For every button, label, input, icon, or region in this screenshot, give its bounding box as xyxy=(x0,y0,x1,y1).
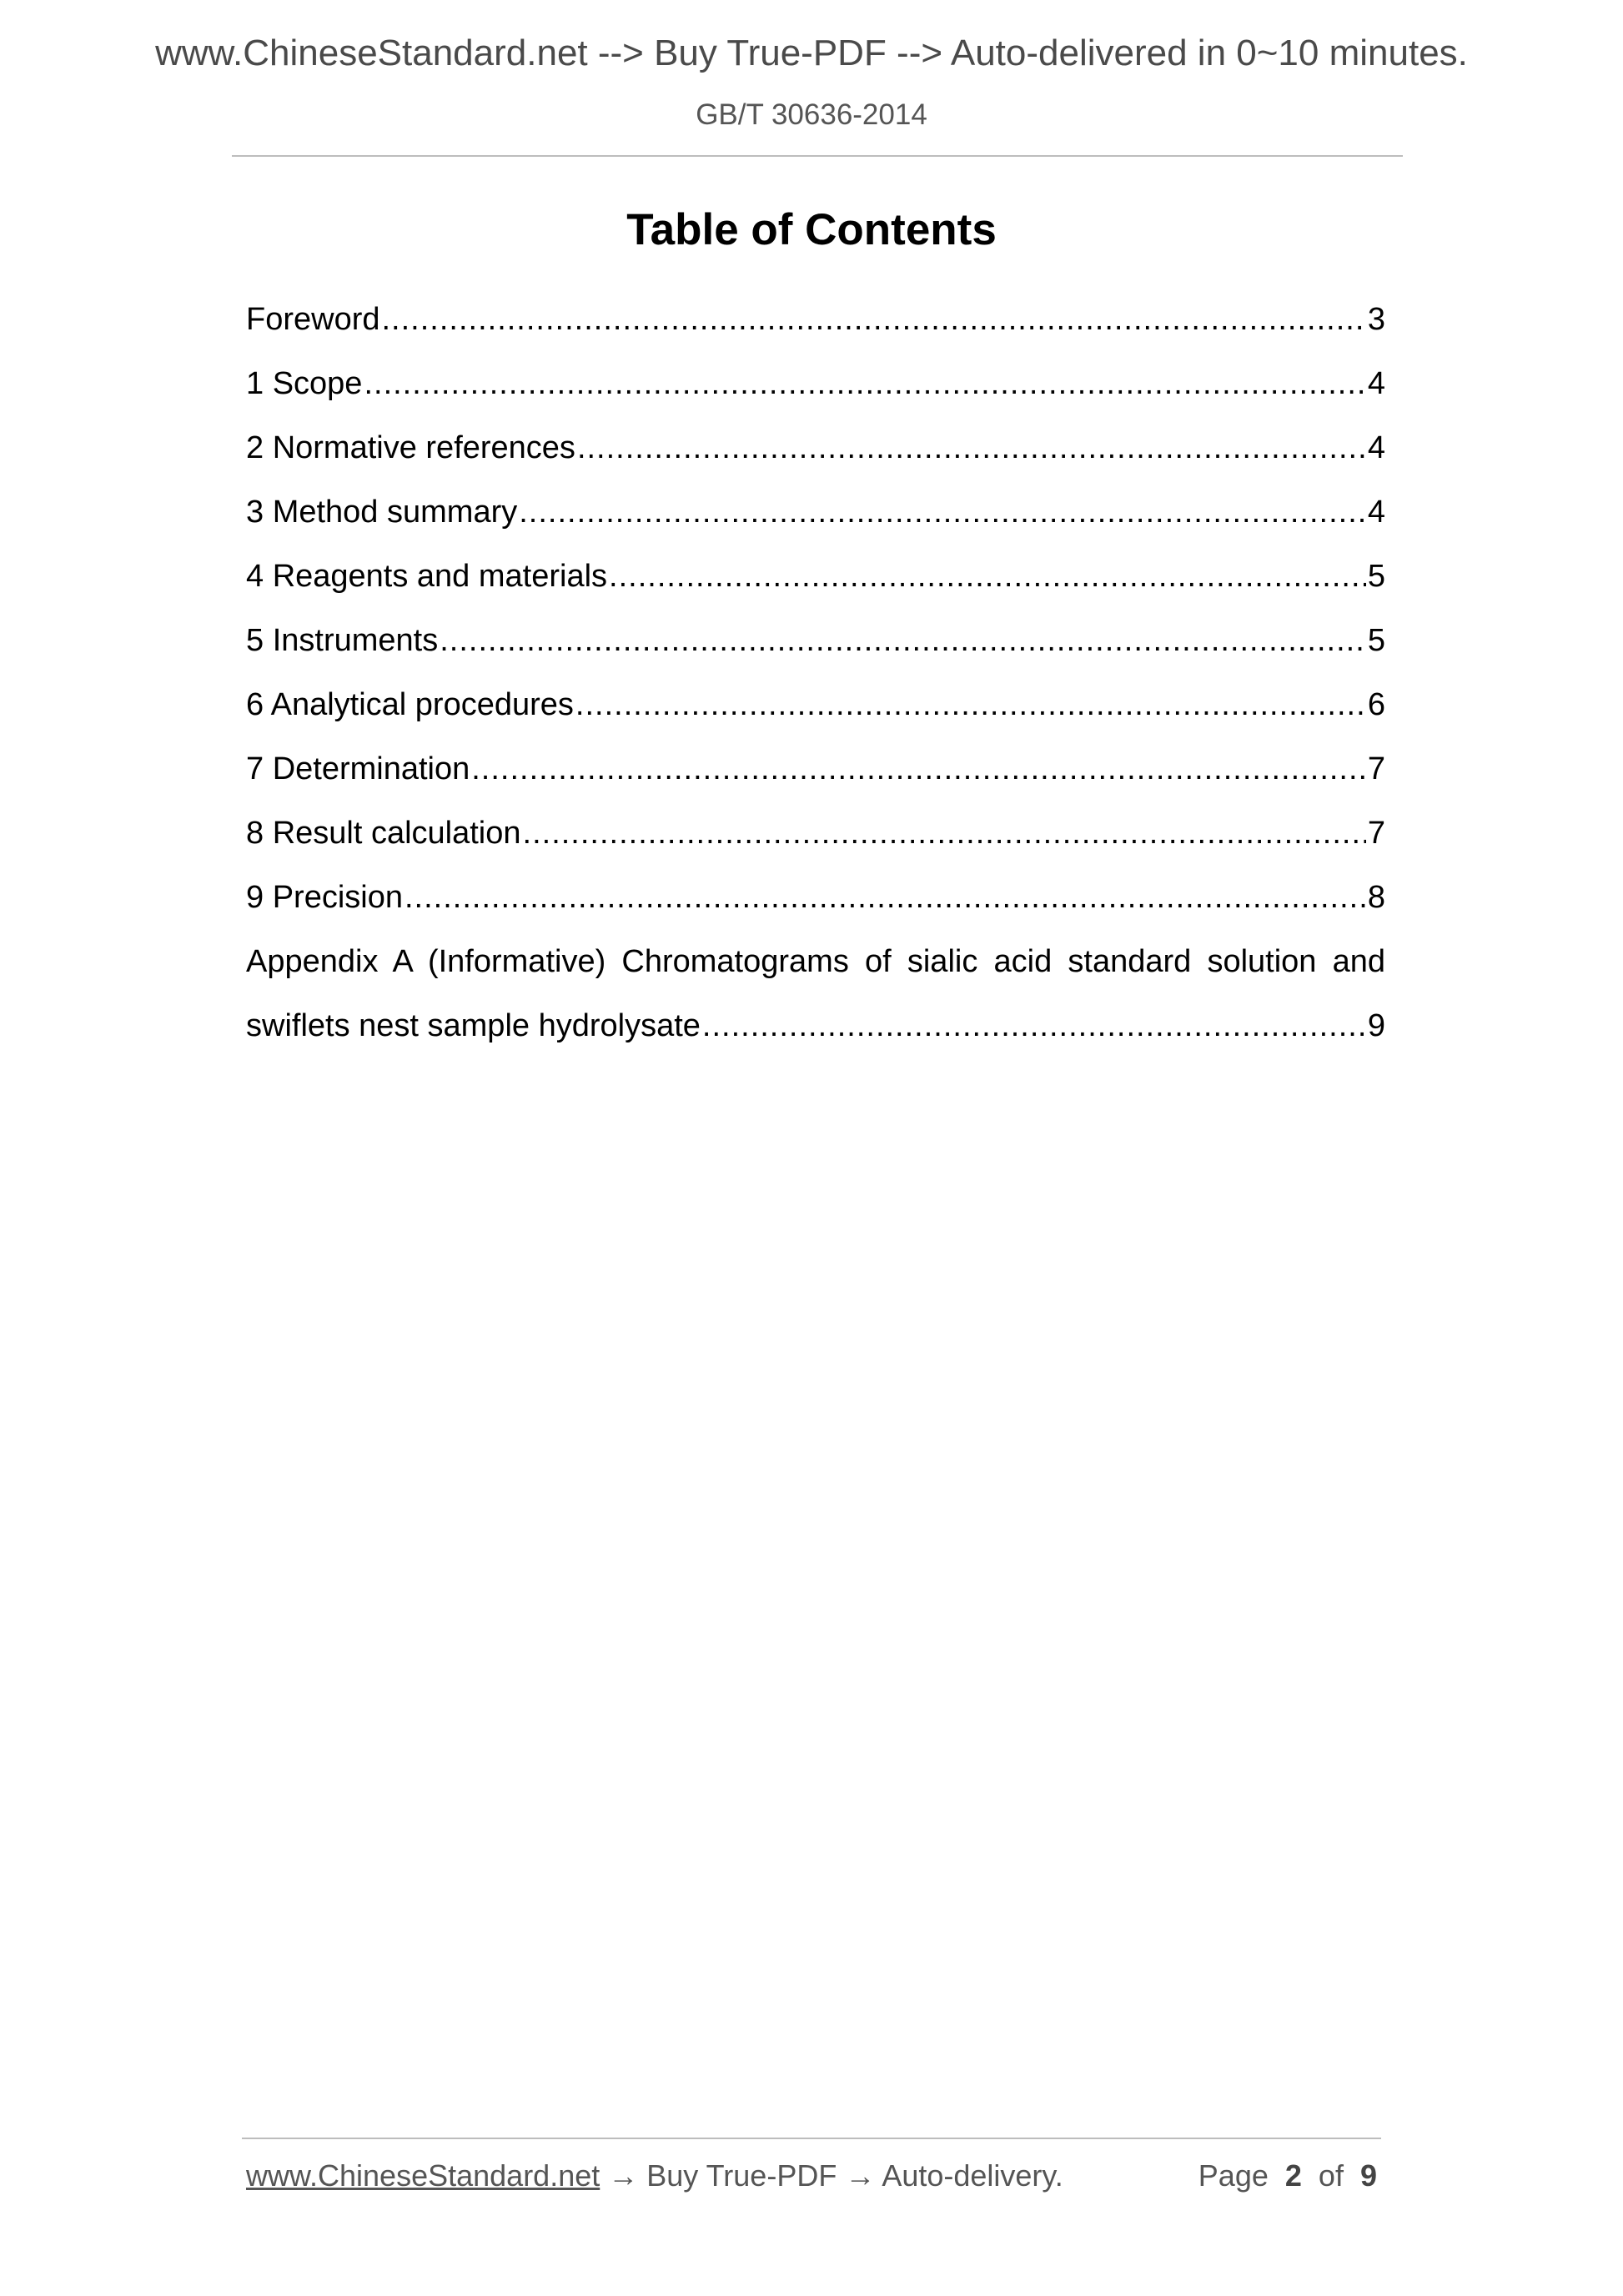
toc-entry-label: 8 Result calculation xyxy=(246,816,521,851)
document-code: GB/T 30636-2014 xyxy=(696,98,927,131)
footer-divider xyxy=(242,2138,1381,2139)
toc-entry-determination[interactable] xyxy=(246,737,1385,801)
toc-entry-instruments[interactable] xyxy=(246,609,1385,673)
toc-entry-label: 5 Instruments xyxy=(246,623,439,658)
toc-leader-dots xyxy=(523,801,1366,866)
toc-leader-dots xyxy=(471,737,1366,801)
toc-entry-page: 4 xyxy=(1367,495,1385,530)
toc-entry-page: 4 xyxy=(1367,366,1385,401)
toc-leader-dots xyxy=(382,288,1366,352)
site-link[interactable]: www.ChineseStandard.net xyxy=(246,2158,600,2193)
toc-leader-dots xyxy=(575,673,1366,737)
toc-entry-label: Appendix A (Informative) Chromatograms of sialic acid standard solution and xyxy=(246,944,1385,979)
toc-entry-result-calculation[interactable] xyxy=(246,801,1385,866)
table-of-contents xyxy=(246,288,1385,1058)
toc-entry-page: 6 xyxy=(1367,687,1385,722)
toc-leader-dots xyxy=(577,416,1366,480)
toc-entry-page: 9 xyxy=(1367,1008,1385,1043)
toc-entry-appendix-a[interactable] xyxy=(246,930,1385,994)
toc-entry-page: 3 xyxy=(1367,302,1385,337)
page-footer xyxy=(246,2158,1377,2193)
toc-entry-page: 7 xyxy=(1367,751,1385,786)
page-of: of xyxy=(1318,2158,1344,2193)
footer-left xyxy=(246,2158,1063,2193)
page-indicator xyxy=(1198,2158,1377,2193)
page-current: 2 xyxy=(1284,2158,1302,2193)
toc-leader-dots xyxy=(440,609,1366,673)
toc-entry-label: 1 Scope xyxy=(246,366,363,401)
toc-leader-dots xyxy=(519,480,1366,545)
toc-entry-normative-references[interactable] xyxy=(246,416,1385,480)
toc-entry-label: swiflets nest sample hydrolysate xyxy=(246,1008,701,1043)
toc-entry-page: 8 xyxy=(1367,880,1385,915)
toc-entry-page: 5 xyxy=(1367,559,1385,594)
toc-leader-dots xyxy=(609,545,1366,609)
toc-entry-reagents-and-materials[interactable] xyxy=(246,545,1385,609)
toc-entry-page: 5 xyxy=(1367,623,1385,658)
toc-leader-dots xyxy=(404,866,1366,930)
toc-entry-label: 9 Precision xyxy=(246,880,403,915)
toc-entry-label: 2 Normative references xyxy=(246,430,575,465)
page-total: 9 xyxy=(1359,2158,1377,2193)
toc-leader-dots xyxy=(702,994,1366,1058)
toc-entry-page: 4 xyxy=(1367,430,1385,465)
toc-entry-label: 3 Method summary xyxy=(246,495,518,530)
toc-entry-label: Foreword xyxy=(246,302,380,337)
page-label: Page xyxy=(1198,2158,1269,2193)
toc-entry-analytical-procedures[interactable] xyxy=(246,673,1385,737)
toc-entry-label: 6 Analytical procedures xyxy=(246,687,574,722)
footer-tagline: → Buy True-PDF → Auto-delivery. xyxy=(600,2158,1063,2193)
toc-entry-precision[interactable] xyxy=(246,866,1385,930)
site-banner: www.ChineseStandard.net --> Buy True-PDF --> Auto-delivered in 0~10 minutes. xyxy=(155,33,1468,73)
toc-title: Table of Contents xyxy=(626,205,997,254)
toc-entry-foreword[interactable] xyxy=(246,288,1385,352)
header-divider xyxy=(232,155,1403,157)
toc-entry-appendix-a-continued[interactable] xyxy=(246,994,1385,1058)
toc-entry-page: 7 xyxy=(1367,816,1385,851)
toc-entry-method-summary[interactable] xyxy=(246,480,1385,545)
toc-entry-label: 7 Determination xyxy=(246,751,470,786)
toc-leader-dots xyxy=(364,352,1365,416)
toc-entry-scope[interactable] xyxy=(246,352,1385,416)
toc-entry-label: 4 Reagents and materials xyxy=(246,559,608,594)
